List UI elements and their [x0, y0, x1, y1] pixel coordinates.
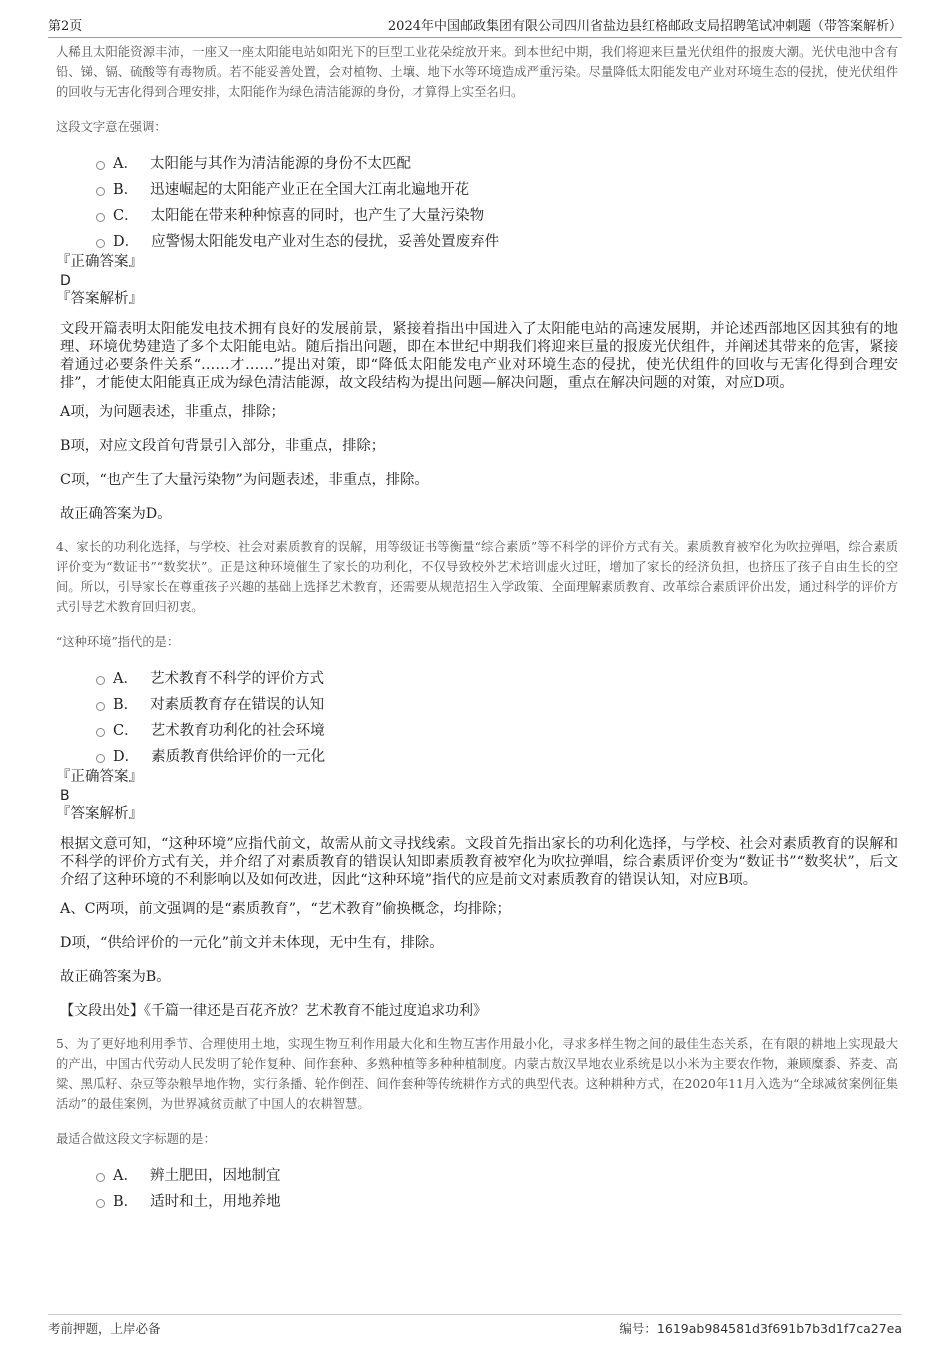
radio-icon[interactable] — [96, 728, 105, 737]
q4-passage: 4、家长的功利化选择，与学校、社会对素质教育的误解，用等级证书等衡量“综合素质”等不科学的评价方式有关。素质教育被窄化为吹拉弹唱，综合素质评价变为“数证书”“数奖状”。正是这种环境催生了家长的功利化，不仅导致校外艺术培训虚火过旺，增加了家长的经济负担，也挤压了孩子自由生长的空间。所以，引导家长在尊重孩子兴趣的基础上选择艺术教育，还需要从规范招生入学政策、全面理解素质教育、改革综合素质评价出发，通过科学的评价方式引导艺术教育回归初衷。 — [56, 540, 898, 614]
q5-passage: 5、为了更好地利用季节、合理使用土地，实现生物互利作用最大化和生物互害作用最小化，寻求多样生物之间的最佳生态关系，在有限的耕地上实现最大的产出，中国古代劳动人民发明了轮作复种、间作套种、多熟种植等多种种植制度。内蒙古敖汉旱地农业系统是以小米为主要农作物，兼顾糜黍、荞麦、高粱、黑瓜籽、杂豆等杂粮旱地作物，实行条播、轮作倒茬、间作套种等传统耕作方式的典型代表。这种耕种方式，在2020年11月入选为“全球减贫案例征集活动”的最佳案例，为世界减贫贡献了中国人的农耕智慧。 — [56, 1037, 898, 1111]
q3-answer-label: 『正确答案』 — [56, 254, 143, 270]
footer-code-label: 编号： — [619, 1321, 657, 1336]
q3-options — [56, 149, 898, 253]
document-title: 2024年中国邮政集团有限公司四川省盐边县红格邮政支局招聘笔试冲刺题（带答案解析） — [387, 19, 902, 34]
q3-option-b[interactable]: B． 迅速崛起的太阳能产业正在全国大江南北遍地开花 — [56, 175, 898, 201]
radio-icon[interactable] — [96, 1173, 105, 1182]
q3-prompt: 这段文字意在强调： — [56, 120, 167, 134]
radio-icon[interactable] — [96, 161, 105, 170]
q4-analysis-ac: A、C两项，前文强调的是“素质教育”，“艺术教育”偷换概念，均排除； — [60, 901, 511, 917]
radio-icon[interactable] — [96, 754, 105, 763]
page-number: 第2页 — [48, 19, 83, 34]
q3-analysis-a: A项，为问题表述，非重点，排除； — [60, 404, 285, 420]
q3-analysis-b: B项，对应文段首句背景引入部分，非重点，排除； — [60, 438, 386, 454]
q4-option-b[interactable]: B． 对素质教育存在错误的认知 — [56, 690, 898, 716]
q4-options — [56, 664, 898, 768]
q4-option-a[interactable]: A． 艺术教育不科学的评价方式 — [56, 664, 898, 690]
q4-answer: B — [60, 788, 70, 804]
q4-analysis-main: 根据文意可知，“这种环境”应指代前文，故需从前文寻找线索。文段首先指出家长的功利化选择，与学校、社会对素质教育的误解和不科学的评价方式有关，并介绍了对素质教育的错误认知即素质教育被窄化为吹拉弹唱，综合素质评价变为“数证书”“数奖状”，后文介绍了这种环境的不利影响以及如何改进，因此“这种环境”指代的应是前文对素质教育的错误认知，对应B项。 — [60, 836, 898, 888]
q5-prompt: 最适合做这段文字标题的是： — [56, 1132, 216, 1146]
q5-options — [56, 1161, 898, 1213]
page-footer — [48, 1314, 902, 1337]
radio-icon[interactable] — [96, 239, 105, 248]
q3-analysis-label: 『答案解析』 — [56, 291, 143, 307]
footer-slogan: 考前押题，上岸必备 — [48, 1321, 161, 1336]
q4-option-d[interactable]: D． 素质教育供给评价的一元化 — [56, 742, 898, 768]
q5-option-a[interactable]: A． 辨土肥田，因地制宜 — [56, 1161, 898, 1187]
q4-analysis-conclusion: 故正确答案为B。 — [60, 969, 171, 985]
q5-option-b[interactable]: B． 适时和土，用地养地 — [56, 1187, 898, 1213]
q4-source: 【文段出处】《千篇一律还是百花齐放？艺术教育不能过度追求功利》 — [60, 1003, 487, 1019]
q3-analysis-c: C项，“也产生了大量污染物”为问题表述，非重点，排除。 — [60, 472, 429, 488]
q3-answer: D — [60, 273, 71, 289]
page-header — [48, 12, 902, 38]
radio-icon[interactable] — [96, 187, 105, 196]
page-content — [56, 42, 898, 1213]
radio-icon[interactable] — [96, 676, 105, 685]
q3-analysis-main: 文段开篇表明太阳能发电技术拥有良好的发展前景，紧接着指出中国进入了太阳能电站的高速发展期，并论述西部地区因其独有的地理、环境优势建造了多个太阳能电站。随后指出问题，即在本世纪中期我们将迎来巨量的报废光伏组件，并阐述其带来的危害，紧接着通过必要条件关系“……才……”提出对策，即“降低太阳能发电产业对环境生态的侵扰，使光伏组件的回收与无害化得到合理安排”，才能使太阳能真正成为绿色清洁能源，故文段结构为提出问题—解决问题，重点在解决问题的对策，对应D项。 — [60, 321, 898, 391]
radio-icon[interactable] — [96, 1199, 105, 1208]
q3-passage: 人稀且太阳能资源丰沛，一座又一座太阳能电站如阳光下的巨型工业花朵绽放开来。到本世纪中期，我们将迎来巨量光伏组件的报废大潮。光伏电池中含有铅、锑、镉、硫酸等有毒物质。若不能妥善处置，会对植物、土壤、地下水等环境造成严重污染。尽量降低太阳能发电产业对环境生态的侵扰，使光伏组件的回收与无害化得到合理安排，太阳能作为绿色清洁能源的身份，才算得上实至名归。 — [56, 45, 898, 99]
radio-icon[interactable] — [96, 213, 105, 222]
q3-option-c[interactable]: C． 太阳能在带来种种惊喜的同时，也产生了大量污染物 — [56, 201, 898, 227]
radio-icon[interactable] — [96, 702, 105, 711]
footer-code: 1619ab984581d3f691b7b3d1f7ca27ea — [656, 1321, 902, 1336]
q3-option-a[interactable]: A． 太阳能与其作为清洁能源的身份不太匹配 — [56, 149, 898, 175]
q4-analysis-label: 『答案解析』 — [56, 806, 143, 822]
q4-prompt: “这种环境”指代的是： — [56, 635, 180, 649]
q4-option-c[interactable]: C． 艺术教育功利化的社会环境 — [56, 716, 898, 742]
footer-code-wrap — [619, 1319, 902, 1337]
q3-analysis-conclusion: 故正确答案为D。 — [60, 506, 172, 522]
q4-answer-label: 『正确答案』 — [56, 769, 143, 785]
q3-option-d[interactable]: D． 应警惕太阳能发电产业对生态的侵扰，妥善处置废弃件 — [56, 227, 898, 253]
q4-analysis-d: D项，“供给评价的一元化”前文并未体现，无中生有，排除。 — [60, 935, 444, 951]
